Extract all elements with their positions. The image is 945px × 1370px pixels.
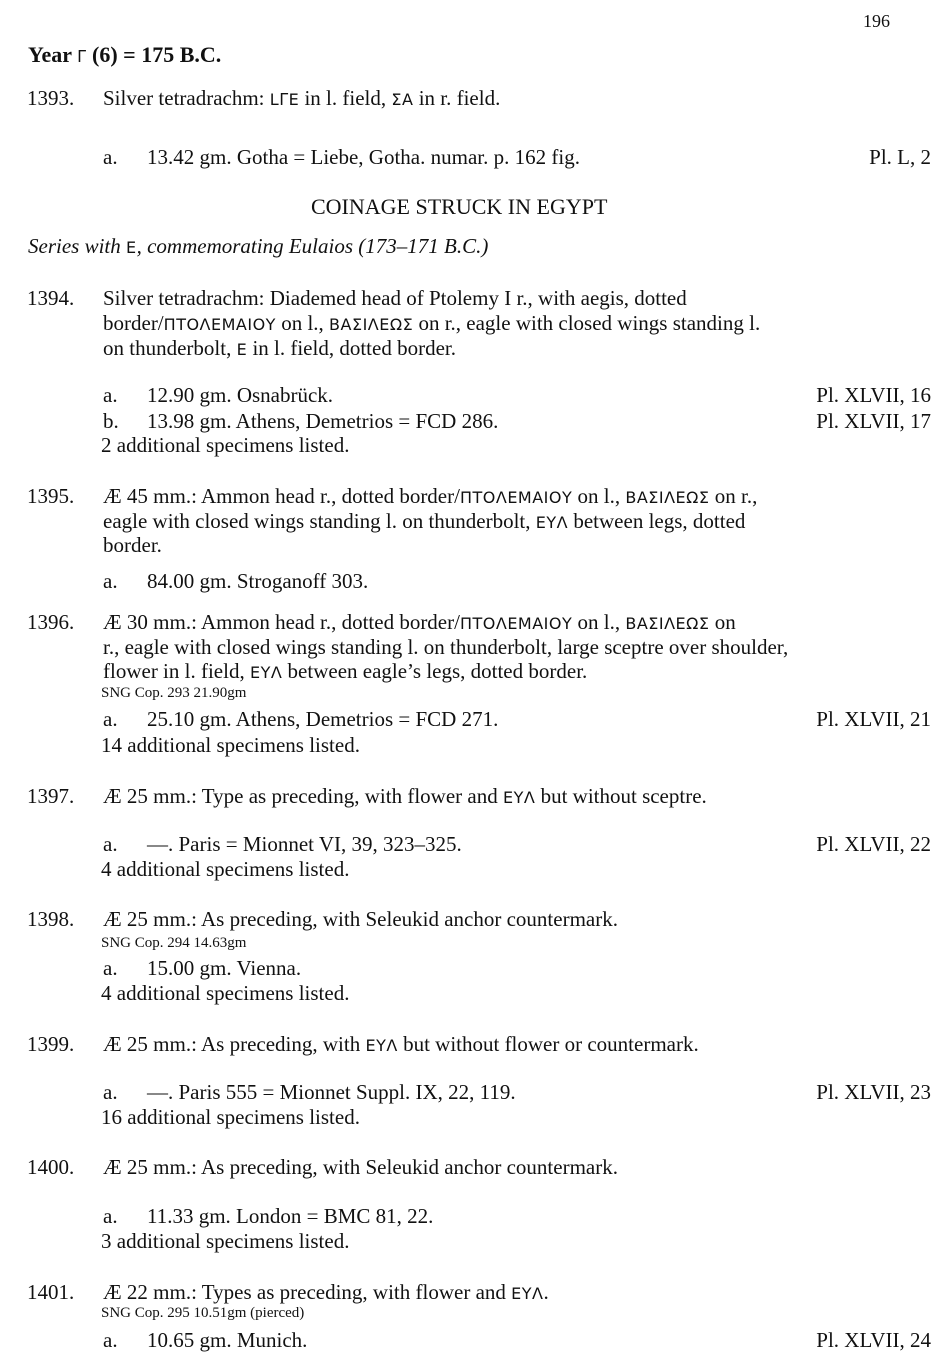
plate-reference: Pl. XLVII, 16 xyxy=(816,383,931,407)
description-text: Silver tetradrachm: Diademed head of Ptolemy I r., with aegis, dotted xyxy=(103,286,687,310)
greek-legend: ΠΤΟΛΕΜΑΙΟΥ xyxy=(459,488,573,507)
greek-legend: ΕΥΛ xyxy=(511,1284,544,1303)
description-line xyxy=(103,336,456,361)
specimen-text: 13.42 gm. Gotha = Liebe, Gotha. numar. p. 162 fig. xyxy=(147,145,580,169)
description-line xyxy=(103,509,745,534)
entry-number: 1394. xyxy=(27,286,75,310)
description-text: Æ 25 mm.: As preceding, with Seleukid anchor countermark. xyxy=(103,1155,618,1179)
entry-number: 1400. xyxy=(27,1155,75,1179)
sng-reference: SNG Cop. 295 10.51gm (pierced) xyxy=(101,1305,305,1321)
description-text: on r., eagle with closed wings standing l. xyxy=(413,311,761,335)
greek-legend: E xyxy=(236,340,248,359)
description-text: border. xyxy=(103,533,162,557)
description-line xyxy=(103,484,757,509)
greek-legend: ΕΥΛ xyxy=(249,663,283,682)
specimen-text: 13.98 gm. Athens, Demetrios = FCD 286. xyxy=(147,409,499,433)
specimen-label: a. xyxy=(103,1328,118,1352)
specimen-label: b. xyxy=(103,409,119,433)
greek-legend: ΕΥΛ xyxy=(502,788,536,807)
description-text: on thunderbolt, xyxy=(103,336,237,360)
plate-reference: Pl. XLVII, 17 xyxy=(816,409,931,433)
description-text: Æ 30 mm.: Ammon head r., dotted border/ xyxy=(103,610,460,634)
description-text: in l. field, dotted border. xyxy=(247,336,456,360)
description-line xyxy=(103,635,788,660)
series-symbol: E xyxy=(126,238,137,257)
entry-number: 1393. xyxy=(27,86,75,110)
specimen-label: a. xyxy=(103,1204,118,1228)
greek-legend: ΣA xyxy=(391,90,414,109)
entry-number: 1396. xyxy=(27,610,75,634)
description-text: but without sceptre. xyxy=(535,784,707,808)
year-heading: Year ᒥ (6) = 175 B.C. xyxy=(28,42,222,67)
description-text: r., eagle with closed wings standing l. on thunderbolt, large sceptre over shoulder, xyxy=(103,635,789,659)
description-text: in r. field. xyxy=(413,86,501,110)
description-text: Silver tetradrachm: xyxy=(103,86,270,110)
description-text: on l., xyxy=(275,311,330,335)
description-line xyxy=(103,286,687,311)
specimen-text: —. Paris = Mionnet VI, 39, 323–325. xyxy=(147,832,462,856)
specimen-text: 12.90 gm. Osnabrück. xyxy=(147,383,334,407)
year-symbol: ᒥ xyxy=(77,47,87,66)
description-text: on l., xyxy=(572,610,626,634)
greek-legend: ΕΥΛ xyxy=(535,513,569,532)
description-line xyxy=(103,659,587,684)
specimen-text: 84.00 gm. Stroganoff 303. xyxy=(147,569,369,593)
description-text: border/ xyxy=(103,311,164,335)
specimen-text: 10.65 gm. Munich. xyxy=(147,1328,308,1352)
specimen-label: a. xyxy=(103,1080,118,1104)
greek-legend: ΠΤΟΛΕΜΑΙΟΥ xyxy=(459,614,573,633)
description-line xyxy=(103,533,162,558)
greek-legend: ΠΤΟΛΕΜΑΙΟΥ xyxy=(163,315,276,334)
specimen-label: a. xyxy=(103,569,118,593)
description-text: on r., xyxy=(709,484,758,508)
series-heading: Series with E, commemorating Eulaios (173–171 B.C.) xyxy=(28,234,489,258)
plate-reference: Pl. XLVII, 23 xyxy=(816,1080,931,1104)
description-line xyxy=(103,86,500,111)
description-line xyxy=(103,311,760,336)
entry-number: 1397. xyxy=(27,784,75,808)
greek-legend: ΕΥΛ xyxy=(365,1036,398,1055)
greek-legend: LᒥE xyxy=(269,90,300,109)
specimen-label: a. xyxy=(103,707,118,731)
additional-specimens: 16 additional specimens listed. xyxy=(101,1105,360,1129)
entry-number: 1398. xyxy=(27,907,75,931)
page-number: 196 xyxy=(863,11,890,31)
additional-specimens: 2 additional specimens listed. xyxy=(101,433,350,457)
greek-legend: ΒΑΣΙΛΕΩΣ xyxy=(625,614,710,633)
sng-reference: SNG Cop. 294 14.63gm xyxy=(101,935,247,951)
specimen-label: a. xyxy=(103,145,118,169)
additional-specimens: 14 additional specimens listed. xyxy=(101,733,360,757)
description-line xyxy=(103,1155,618,1180)
plate-reference: Pl. L, 2 xyxy=(869,145,931,169)
description-text: . xyxy=(543,1280,549,1304)
specimen-label: a. xyxy=(103,956,118,980)
greek-legend: ΒΑΣΙΛΕΩΣ xyxy=(329,315,414,334)
specimen-text: —. Paris 555 = Mionnet Suppl. IX, 22, 119. xyxy=(147,1080,516,1104)
entry-number: 1395. xyxy=(27,484,75,508)
sng-reference: SNG Cop. 293 21.90gm xyxy=(101,685,247,701)
greek-legend: ΒΑΣΙΛΕΩΣ xyxy=(625,488,710,507)
specimen-label: a. xyxy=(103,383,118,407)
plate-reference: Pl. XLVII, 24 xyxy=(816,1328,931,1352)
description-text: flower in l. field, xyxy=(103,659,250,683)
description-text: Æ 25 mm.: Type as preceding, with flower and xyxy=(103,784,503,808)
additional-specimens: 3 additional specimens listed. xyxy=(101,1229,350,1253)
description-text: Æ 22 mm.: Types as preceding, with flower and xyxy=(103,1280,512,1304)
specimen-text: 15.00 gm. Vienna. xyxy=(147,956,302,980)
description-line xyxy=(103,907,618,932)
description-line xyxy=(103,1032,699,1057)
specimen-text: 25.10 gm. Athens, Demetrios = FCD 271. xyxy=(147,707,499,731)
specimen-label: a. xyxy=(103,832,118,856)
description-text: on l., xyxy=(572,484,626,508)
description-text: between legs, dotted xyxy=(568,509,746,533)
description-text: Æ 25 mm.: As preceding, with Seleukid anchor countermark. xyxy=(103,907,618,931)
plate-reference: Pl. XLVII, 22 xyxy=(816,832,931,856)
description-text: on xyxy=(709,610,736,634)
description-line xyxy=(103,1280,549,1305)
description-text: eagle with closed wings standing l. on thunderbolt, xyxy=(103,509,536,533)
description-text: in l. field, xyxy=(299,86,392,110)
description-line xyxy=(103,610,736,635)
plate-reference: Pl. XLVII, 21 xyxy=(816,707,931,731)
entry-number: 1399. xyxy=(27,1032,75,1056)
description-line xyxy=(103,784,707,809)
section-heading: COINAGE STRUCK IN EGYPT xyxy=(311,194,608,219)
specimen-text: 11.33 gm. London = BMC 81, 22. xyxy=(147,1204,434,1228)
description-text: but without flower or countermark. xyxy=(397,1032,699,1056)
entry-number: 1401. xyxy=(27,1280,75,1304)
additional-specimens: 4 additional specimens listed. xyxy=(101,857,350,881)
description-text: Æ 25 mm.: As preceding, with xyxy=(103,1032,366,1056)
additional-specimens: 4 additional specimens listed. xyxy=(101,981,350,1005)
description-text: Æ 45 mm.: Ammon head r., dotted border/ xyxy=(103,484,460,508)
description-text: between eagle’s legs, dotted border. xyxy=(282,659,588,683)
